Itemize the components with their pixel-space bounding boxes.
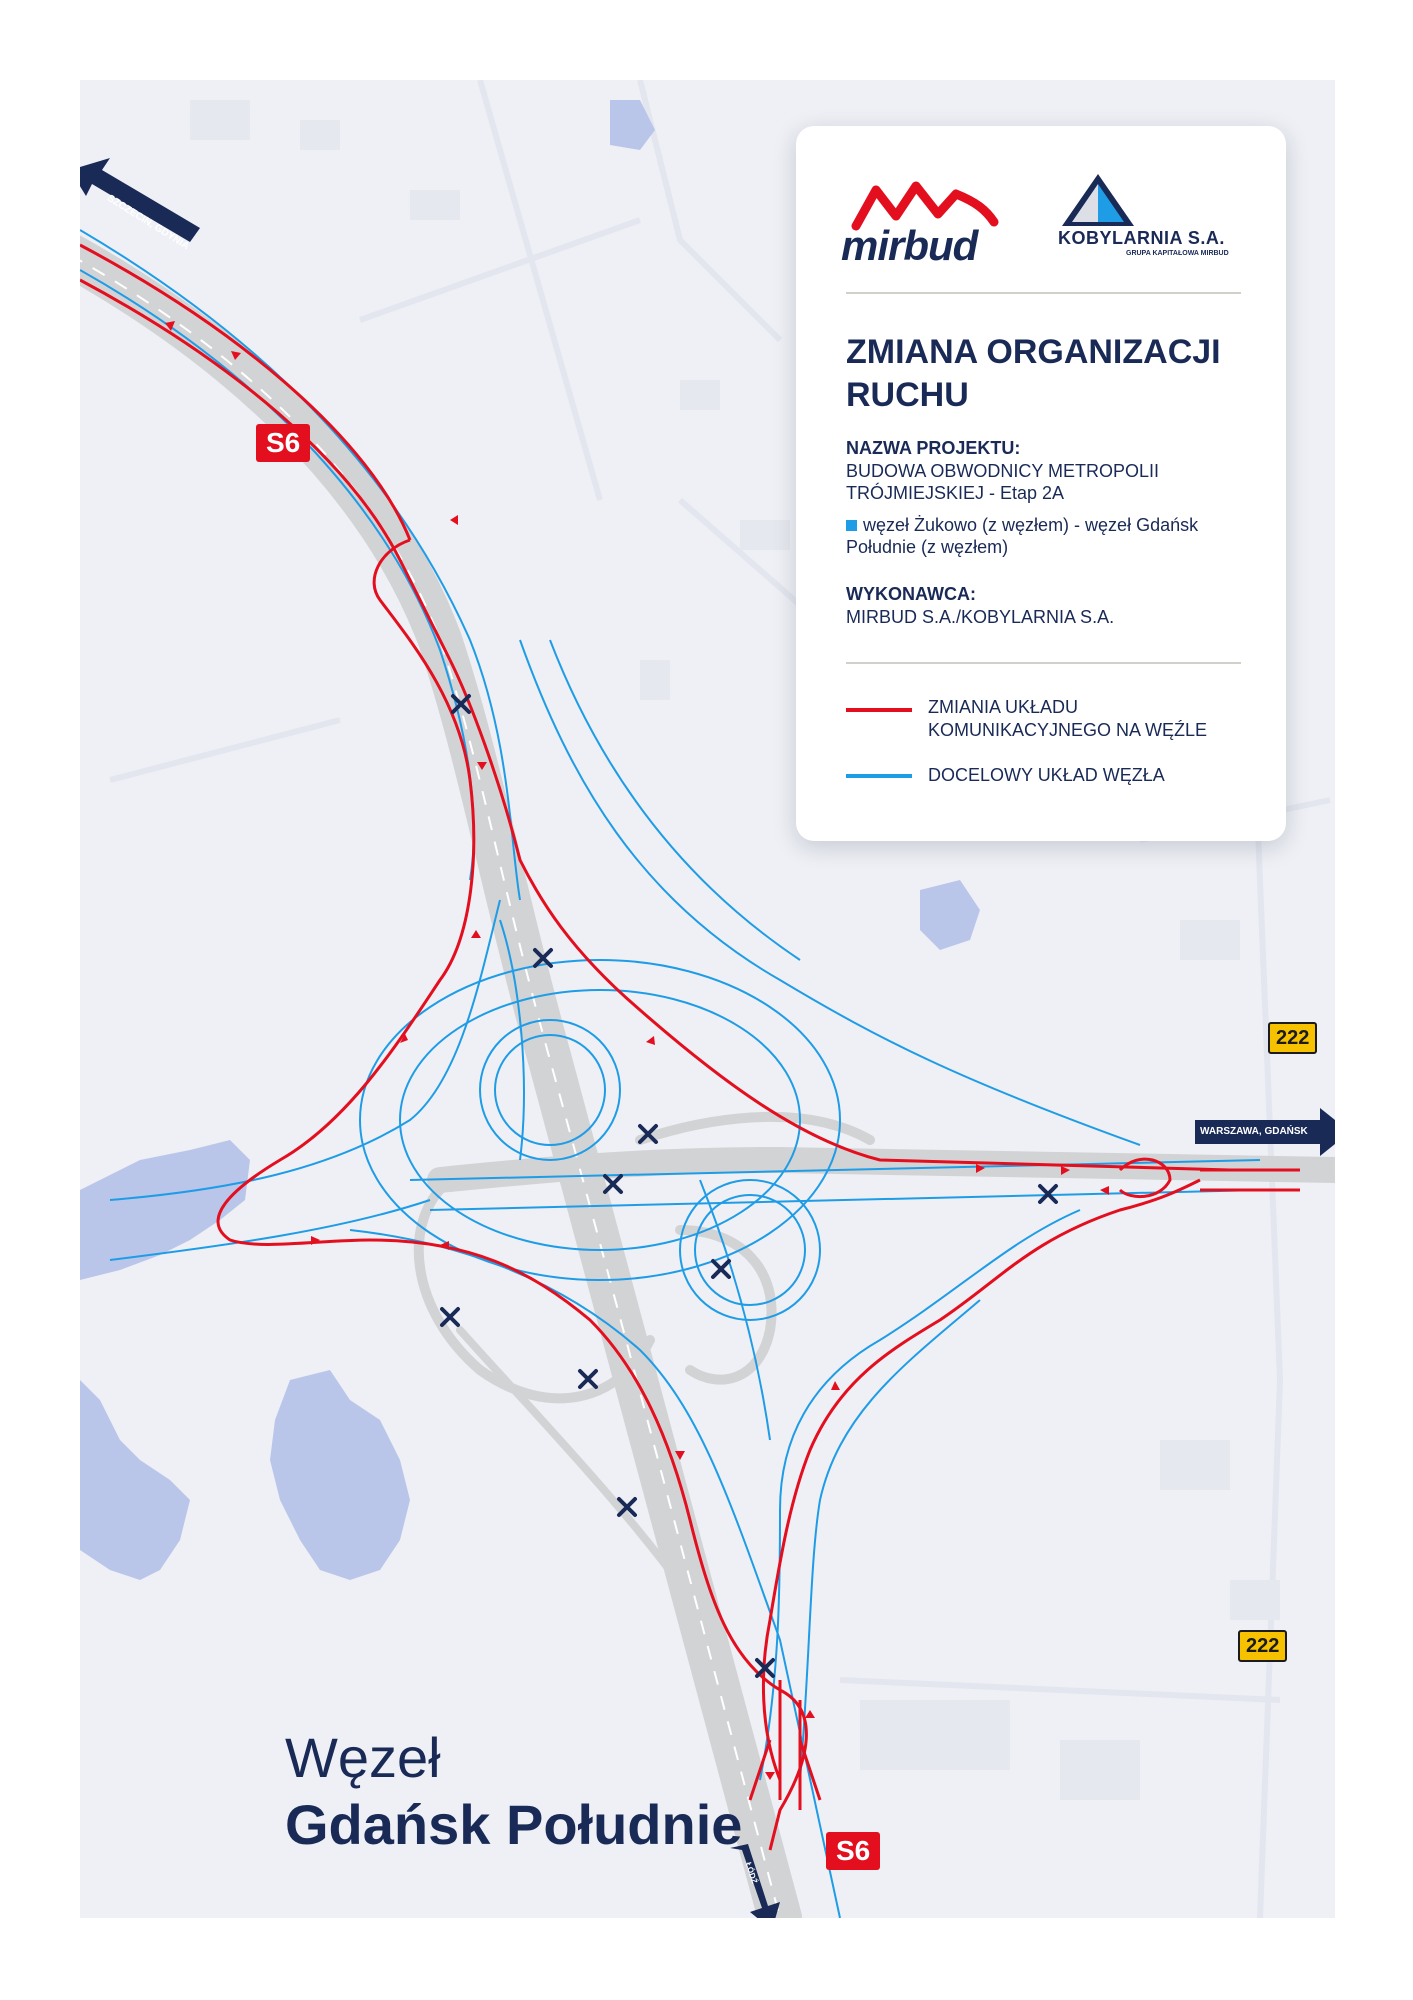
contractor-heading: WYKONAWCA:: [846, 584, 976, 604]
road-badge-222-east: 222: [1268, 1022, 1317, 1054]
contractor-name: MIRBUD S.A./KOBYLARNIA S.A.: [846, 607, 1115, 627]
divider-top: [846, 292, 1241, 294]
road-badge-s6-south: S6: [826, 1832, 880, 1870]
divider-bottom: [846, 662, 1241, 664]
direction-label-nw: SZCZECIN, GDYNIA: [105, 192, 192, 253]
lake-south: [270, 1370, 410, 1580]
road-badge-222-southeast: 222: [1238, 1630, 1287, 1662]
lake-west: [80, 1140, 250, 1280]
direction-label-e: WARSZAWA, GDAŃSK: [1200, 1126, 1308, 1137]
legend-swatch-red: [846, 708, 912, 712]
closure-x-5: [713, 1261, 729, 1277]
pond-east: [920, 880, 980, 950]
red-n-north: [80, 280, 450, 660]
project-heading: NAZWA PROJEKTU:: [846, 438, 1021, 458]
bullet-square-icon: [846, 520, 857, 531]
info-panel: [796, 126, 1286, 841]
direction-label-s: ŁÓDŹ: [743, 1861, 760, 1885]
project-name: BUDOWA OBWODNICY METROPOLII TRÓJMIEJSKIEJ - Etap 2A: [846, 461, 1160, 503]
project-section-row: [846, 514, 1246, 558]
kobylarnia-logo-text: KOBYLARNIA S.A.: [1058, 228, 1225, 248]
mirbud-logo-text: mirbud: [841, 222, 978, 269]
legend-label-blue: DOCELOWY UKŁAD WĘZŁA: [928, 765, 1165, 785]
closure-x-8: [580, 1371, 596, 1387]
legend-swatch-blue: [846, 774, 912, 778]
closure-marks: [442, 696, 1056, 1676]
place-name-prefix: Węzeł: [285, 1726, 441, 1789]
lake-southwest: [80, 1380, 190, 1580]
place-name: Gdańsk Południe: [285, 1793, 743, 1856]
road-s6: [80, 255, 780, 1918]
closure-x-7: [442, 1309, 458, 1325]
panel-title: ZMIANA ORGANIZACJI RUCHU: [846, 333, 1221, 414]
closure-x-4: [605, 1176, 621, 1192]
project-section-text: węzeł Żukowo (z węzłem) - węzeł Gdańsk Południe (z węzłem): [846, 515, 1199, 557]
kobylarnia-logo-subtitle: GRUPA KAPITAŁOWA MIRBUD: [1126, 250, 1229, 257]
road-s6-centerline: [80, 255, 780, 1918]
legend-label-red: ZMIANIA UKŁADU KOMUNIKACYJNEGO NA WĘŹLE: [928, 697, 1208, 740]
road-badge-s6-north: S6: [256, 424, 310, 462]
arrow-nw: [80, 158, 200, 242]
